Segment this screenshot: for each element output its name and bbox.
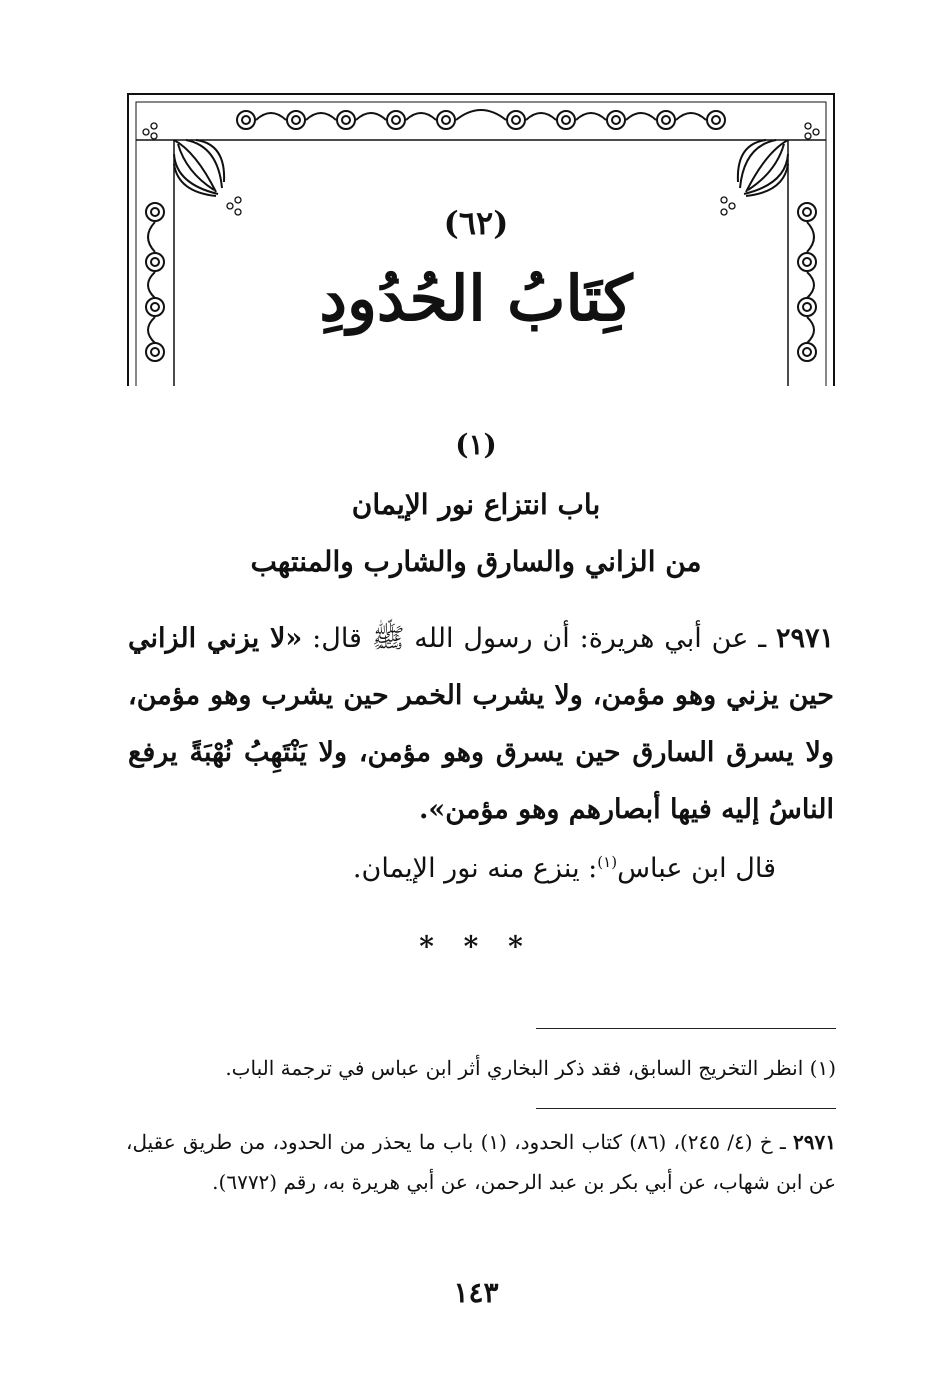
takhrij-text: ـ خ (٤/ ٢٤٥)، (٨٦) كتاب الحدود، (١) باب ما يحذر من الحدود، من طريق عقيل، عن ابن شهاب، عن أبي بكر بن عبد الرحمن، عن أبي هريرة به، رقم (٦٧٧٢). bbox=[126, 1130, 836, 1194]
hadith-text bbox=[128, 610, 834, 838]
footnote-divider bbox=[536, 1028, 836, 1029]
footnote-1: (١) انظر التخريج السابق، فقد ذكر البخاري أثر ابن عباس في ترجمة الباب. bbox=[225, 1056, 836, 1080]
takhrij-number: ٢٩٧١ bbox=[793, 1130, 836, 1154]
takhrij-divider bbox=[536, 1108, 836, 1109]
page-number: ١٤٣ bbox=[453, 1276, 499, 1309]
hadith-number: ٢٩٧١ bbox=[775, 623, 834, 654]
chapter-number: (١) bbox=[455, 428, 497, 461]
ibn-abbas-after: : ينزع منه نور الإيمان. bbox=[352, 853, 598, 884]
ibn-abbas-before: قال ابن عباس bbox=[617, 853, 776, 884]
book-title: كِتَابُ الحُدُودِ bbox=[319, 262, 633, 335]
takhrij-note bbox=[126, 1122, 836, 1202]
chapter-title-line1: باب انتزاع نور الإيمان bbox=[351, 488, 601, 521]
chapter-title-line2: من الزاني والسارق والشارب والمنتهب bbox=[250, 545, 702, 578]
ibn-abbas-statement bbox=[353, 842, 776, 889]
footnote-ref: (١) bbox=[597, 853, 618, 871]
hadith-quote: «لا يزني الزاني حين يزني وهو مؤمن، ولا يشرب الخمر حين يشرب وهو مؤمن، ولا يسرق السارق حين يسرق وهو مؤمن، ولا يَنْتَهِبُ نُهْبَةً يرفع الناسُ إليه فيها أبصارهم وهو مؤمن». bbox=[128, 623, 834, 825]
book-number: (٦٢) bbox=[443, 204, 509, 242]
hadith-intro: ـ عن أبي هريرة: أن رسول الله ﷺ قال: bbox=[302, 623, 776, 654]
section-separator: * * * bbox=[419, 930, 533, 963]
